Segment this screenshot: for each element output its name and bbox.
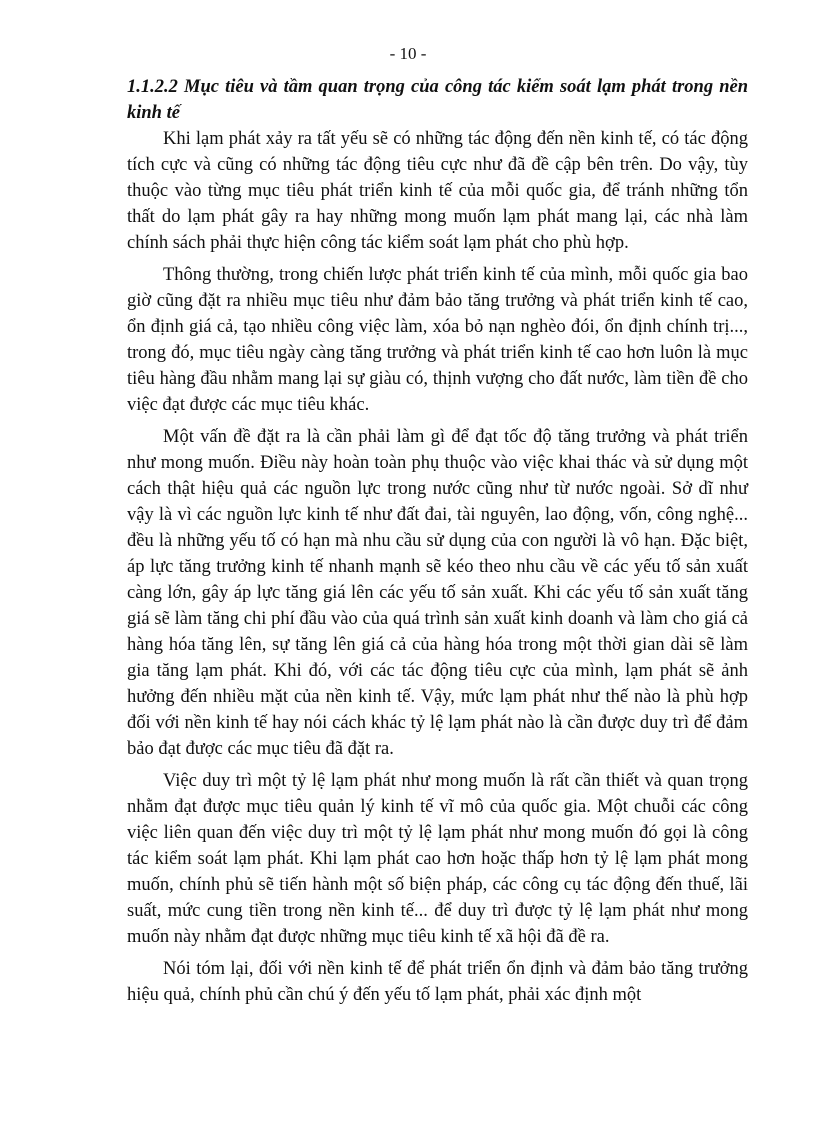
paragraph-1: Khi lạm phát xảy ra tất yếu sẽ có những tác động đến nền kinh tế, có tác động tích cực và cũng có những tác động tiêu cực như đã đề cập bên trên. Do vậy, tùy thuộc vào từng mục tiêu phát triển kinh tế của mỗi quốc gia, để tránh những tổn thất do lạm phát gây ra hay những mong muốn lạm phát mang lại, các nhà làm chính sách phải thực hiện công tác kiểm soát lạm phát cho phù hợp. — [127, 129, 748, 253]
section-heading: 1.1.2.2 Mục tiêu và tầm quan trọng của công tác kiểm soát lạm phát trong nền kinh tế — [127, 77, 748, 123]
page-content — [127, 74, 748, 1014]
paragraph-4: Việc duy trì một tỷ lệ lạm phát như mong muốn là rất cần thiết và quan trọng nhằm đạt được mục tiêu quản lý kinh tế vĩ mô của quốc gia. Một chuỗi các công việc liên quan đến việc duy trì một tỷ lệ lạm phát như mong muốn đó gọi là công tác kiểm soát lạm phát. Khi lạm phát cao hơn hoặc thấp hơn tỷ lệ lạm phát mong muốn, chính phủ sẽ tiến hành một số biện pháp, các công cụ tác động đến thuế, lãi suất, mức cung tiền trong nền kinh tế... để duy trì được tỷ lệ lạm phát như mong muốn này nhằm đạt được những mục tiêu kinh tế xã hội đã đề ra. — [127, 771, 748, 947]
page-number: - 10 - — [389, 44, 427, 63]
paragraph-2: Thông thường, trong chiến lược phát triển kinh tế của mình, mỗi quốc gia bao giờ cũng đặt ra nhiều mục tiêu như đảm bảo tăng trưởng và phát triển kinh tế cao, ổn định giá cả, tạo nhiều công việc làm, xóa bỏ nạn nghèo đói, ổn định chính trị..., trong đó, mục tiêu ngày càng tăng trưởng và phát triển kinh tế cao hơn luôn là mục tiêu hàng đầu nhằm mang lại sự giàu có, thịnh vượng cho đất nước, làm tiền đề cho việc đạt được các mục tiêu khác. — [127, 265, 748, 415]
paragraph-5: Nói tóm lại, đối với nền kinh tế để phát triển ổn định và đảm bảo tăng trưởng hiệu quả, chính phủ cần chú ý đến yếu tố lạm phát, phải xác định một — [127, 959, 748, 1005]
paragraph-3: Một vấn đề đặt ra là cần phải làm gì để đạt tốc độ tăng trưởng và phát triển như mong muốn. Điều này hoàn toàn phụ thuộc vào việc khai thác và sử dụng một cách thật hiệu quả các nguồn lực trong nước cũng như từ nước ngoài. Sở dĩ như vậy là vì các nguồn lực kinh tế như đất đai, tài nguyên, lao động, vốn, công nghệ... đều là những yếu tố có hạn mà nhu cầu sử dụng của con người là vô hạn. Đặc biệt, áp lực tăng trưởng kinh tế nhanh mạnh sẽ kéo theo nhu cầu về các yếu tố sản xuất càng lớn, gây áp lực tăng giá lên các yếu tố sản xuất. Khi các yếu tố sản xuất tăng giá sẽ làm tăng chi phí đầu vào của quá trình sản xuất kinh doanh và làm cho giá cả hàng hóa tăng lên, sự tăng lên giá cả của hàng hóa trong một thời gian dài sẽ làm gia tăng lạm phát. Khi đó, với các tác động tiêu cực của mình, lạm phát sẽ ảnh hưởng đến nhiều mặt của nền kinh tế. Vậy, mức lạm phát như thế nào là phù hợp đối với nền kinh tế hay nói cách khác tỷ lệ lạm phát nào là cần được duy trì để đảm bảo đạt được các mục tiêu đã đặt ra. — [127, 427, 748, 759]
